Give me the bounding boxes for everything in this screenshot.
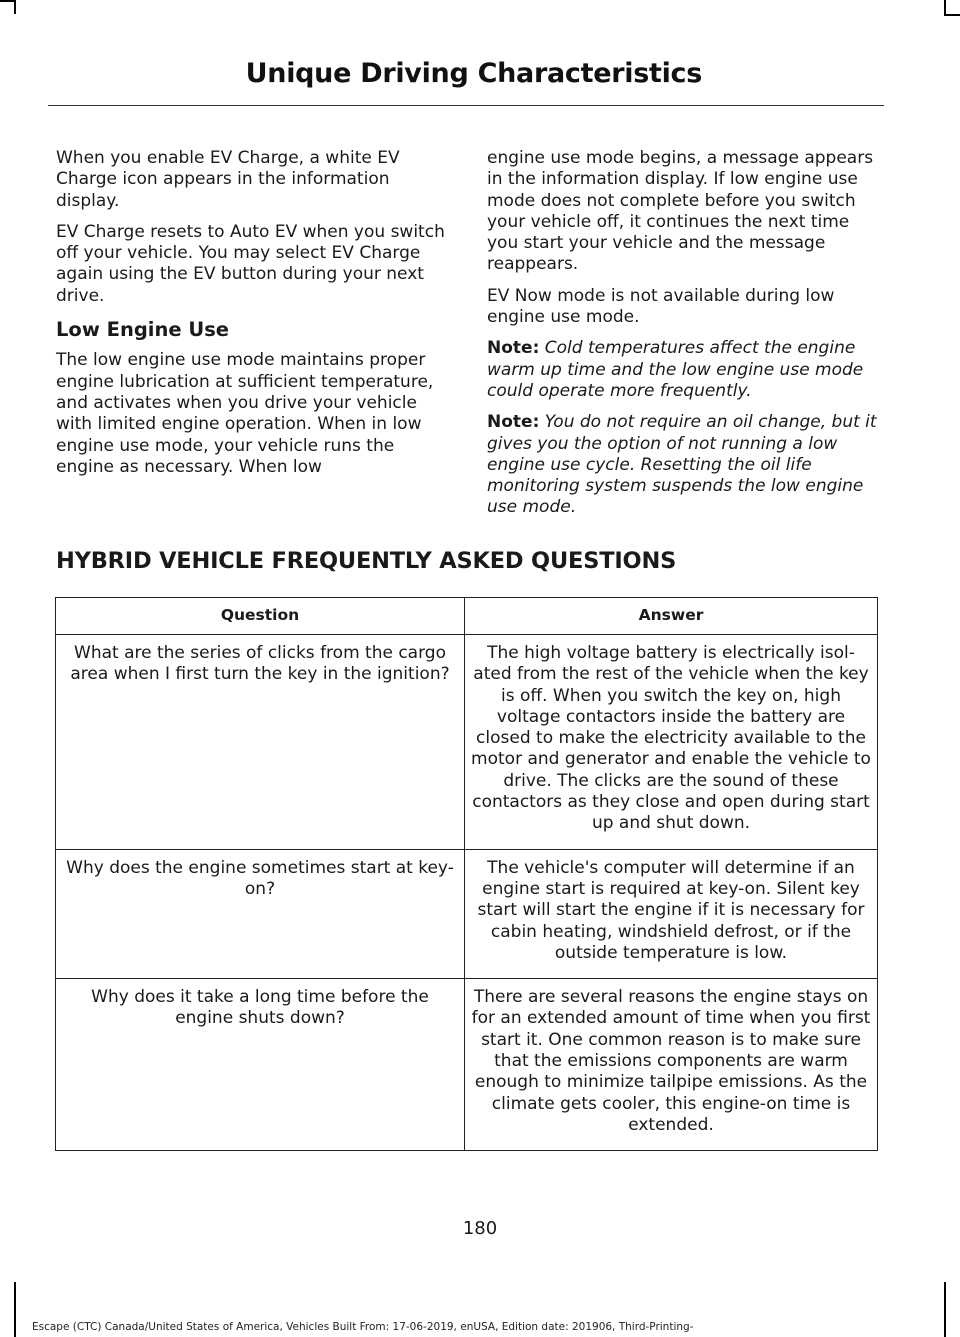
table-header-row [56, 598, 878, 635]
table-row [56, 635, 878, 850]
crop-mark-top-right [944, 0, 946, 14]
crop-mark-bottom-left [14, 1282, 16, 1337]
page-number: 180 [462, 1218, 498, 1239]
note-label: Note: [487, 338, 540, 359]
answer-cell: There are several reasons the engine stays on for an extended amount of time when you first start it. One common reason is to make sure that the emissions components are warm enough to minimize tailpipe emissions. As the climate gets cooler, this engine-on time is extended. [465, 979, 878, 1151]
table-row [56, 979, 878, 1151]
left-column [56, 148, 448, 488]
crop-mark-top-right-horizontal [944, 14, 960, 16]
note-label: Note: [487, 412, 540, 433]
crop-mark-top-left [0, 0, 14, 2]
faq-table [55, 597, 878, 1151]
table-row [56, 849, 878, 978]
paragraph-low-engine-use: The low engine use mode maintains proper engine lubrication at sufficient temperature, and activates when you drive your vehicle with limited engine operation. When in low engine use mode, your vehicle runs the engine as necessary. When low [56, 350, 434, 477]
paragraph-ev-charge-icon: When you enable EV Charge, a white EV Charge icon appears in the information display. [56, 148, 400, 211]
question-cell: What are the series of clicks from the cargo area when I first turn the key in the ignition? [56, 635, 465, 850]
column-header-question: Question [56, 598, 465, 635]
answer-cell: The vehicle's computer will determine if an engine start is required at key-on. Silent key start will start the engine if it is necessary for cabin heating, windshield defrost, or if the outside temperature is low. [465, 849, 878, 978]
crop-mark-bottom-right [944, 1282, 946, 1337]
note-cold-temperatures [487, 338, 879, 402]
paragraph-ev-now: EV Now mode is not available during low engine use mode. [487, 285, 835, 328]
paragraph-low-engine-continued: engine use mode begins, a message appears in the information display. If low engine use mode does not complete before you switch your vehicle off, it continues the next time you start your vehicle and the message reappears. [487, 148, 874, 275]
header-divider [48, 105, 884, 106]
right-column [487, 148, 879, 529]
note-text: Cold temperatures affect the engine warm up time and the low engine use mode could operate more frequently. [487, 338, 864, 401]
question-cell: Why does the engine sometimes start at key-on? [56, 849, 465, 978]
answer-cell: The high voltage battery is electrically isol-ated from the rest of the vehicle when the key is off. When you switch the key on, high voltage contactors inside the battery are closed to make the electricity available to the motor and generator and enable the vehicle to drive. The clicks are the sound of these contactors as they close and open during start up and shut down. [465, 635, 878, 850]
note-oil-change [487, 412, 879, 518]
question-cell: Why does it take a long time before the engine shuts down? [56, 979, 465, 1151]
column-header-answer: Answer [465, 598, 878, 635]
subheading-low-engine-use: Low Engine Use [56, 318, 230, 342]
note-text: You do not require an oil change, but it gives you the option of not running a low engine use cycle. Resetting the oil life monitoring system suspends the low engine use mode. [487, 412, 877, 518]
footer-edition-info: Escape (CTC) Canada/United States of America, Vehicles Built From: 17-06-2019, enUSA, Edition date: 201906, Third-Printing- [32, 1321, 694, 1333]
section-title: HYBRID VEHICLE FREQUENTLY ASKED QUESTIONS [56, 548, 677, 574]
page-title: Unique Driving Characteristics [245, 58, 702, 89]
crop-mark-top-left-vertical [14, 0, 16, 14]
paragraph-ev-charge-reset: EV Charge resets to Auto EV when you switch off your vehicle. You may select EV Charge again using the EV button during your next drive. [56, 221, 445, 306]
